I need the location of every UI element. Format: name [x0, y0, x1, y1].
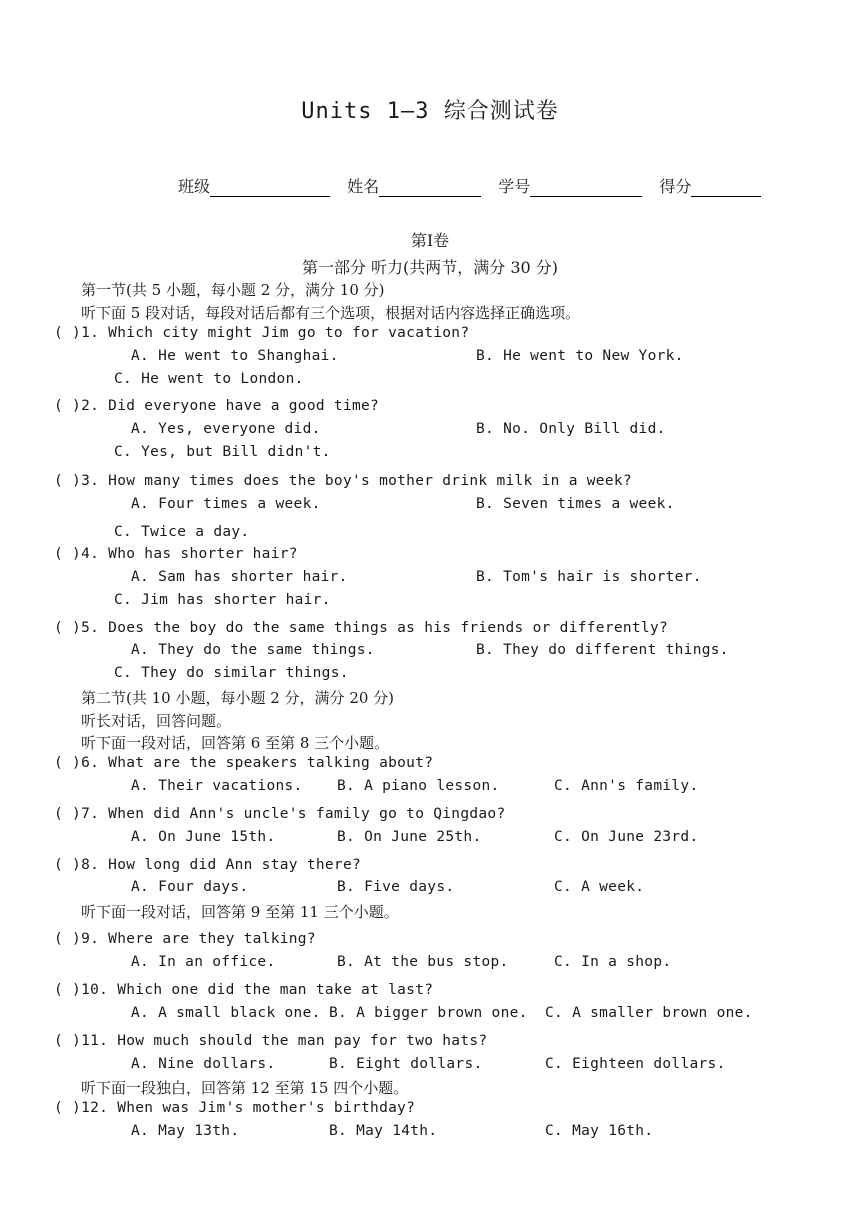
- section2-instruction: 听长对话，回答问题。: [81, 712, 232, 730]
- question-stem: ( )7. When did Ann's uncle's family go to Qingdao?: [54, 806, 506, 822]
- option-b: B. Eight dollars.: [329, 1056, 483, 1072]
- option-c: C. A smaller brown one.: [545, 1005, 753, 1021]
- name-blank: [379, 178, 481, 197]
- option-a: A. Four days.: [131, 879, 249, 895]
- option-a: A. He went to Shanghai.: [131, 348, 339, 364]
- question-stem: ( )8. How long did Ann stay there?: [54, 857, 362, 873]
- option-c: C. Jim has shorter hair.: [114, 592, 331, 608]
- question-stem: ( )5. Does the boy do the same things as his friends or differently?: [54, 620, 669, 636]
- score-label: 得分: [659, 177, 692, 196]
- dialog2-instruction: 听下面一段对话，回答第 9 至第 11 三个小题。: [81, 903, 399, 921]
- question-stem: ( )3. How many times does the boy's mother drink milk in a week?: [54, 473, 632, 489]
- number-blank: [530, 178, 642, 197]
- volume-heading: 第Ⅰ卷: [410, 231, 450, 250]
- section1-instruction: 听下面 5 段对话，每段对话后都有三个选项，根据对话内容选择正确选项。: [81, 304, 581, 322]
- option-c: C. Eighteen dollars.: [545, 1056, 726, 1072]
- page-title: Units 1—3 综合测试卷: [301, 99, 559, 124]
- option-b: B. May 14th.: [329, 1123, 438, 1139]
- section2-heading: 第二节(共 10 小题，每小题 2 分，满分 20 分): [81, 689, 395, 707]
- question-stem: ( )1. Which city might Jim go to for vacation?: [54, 325, 470, 341]
- option-a: A. A small black one.: [131, 1005, 321, 1021]
- option-b: B. At the bus stop.: [337, 954, 509, 970]
- option-a: A. May 13th.: [131, 1123, 240, 1139]
- option-c: C. Twice a day.: [114, 524, 250, 540]
- option-b: B. Seven times a week.: [476, 496, 675, 512]
- option-c: C. In a shop.: [554, 954, 672, 970]
- option-b: B. A bigger brown one.: [329, 1005, 528, 1021]
- option-c: C. He went to London.: [114, 371, 304, 387]
- option-c: C. Yes, but Bill didn't.: [114, 444, 331, 460]
- option-b: B. They do different things.: [476, 642, 729, 658]
- option-c: C. May 16th.: [545, 1123, 654, 1139]
- option-a: A. Yes, everyone did.: [131, 421, 321, 437]
- part-heading: 第一部分 听力(共两节，满分 30 分): [301, 258, 559, 277]
- question-stem: ( )12. When was Jim's mother's birthday?: [54, 1100, 416, 1116]
- option-a: A. Nine dollars.: [131, 1056, 276, 1072]
- option-a: A. In an office.: [131, 954, 276, 970]
- question-stem: ( )9. Where are they talking?: [54, 931, 316, 947]
- section1-heading: 第一节(共 5 小题，每小题 2 分，满分 10 分): [81, 281, 385, 299]
- score-blank: [691, 178, 761, 197]
- option-b: B. A piano lesson.: [337, 778, 500, 794]
- number-label: 学号: [498, 177, 531, 196]
- option-a: A. Four times a week.: [131, 496, 321, 512]
- option-c: C. A week.: [554, 879, 645, 895]
- option-b: B. No. Only Bill did.: [476, 421, 666, 437]
- option-b: B. On June 25th.: [337, 829, 482, 845]
- option-b: B. Five days.: [337, 879, 455, 895]
- name-label: 姓名: [347, 177, 380, 196]
- option-a: A. On June 15th.: [131, 829, 276, 845]
- option-b: B. He went to New York.: [476, 348, 684, 364]
- option-a: A. Sam has shorter hair.: [131, 569, 348, 585]
- monologue-instruction: 听下面一段独白，回答第 12 至第 15 四个小题。: [81, 1079, 409, 1097]
- class-blank: [210, 178, 330, 197]
- dialog1-instruction: 听下面一段对话，回答第 6 至第 8 三个小题。: [81, 734, 390, 752]
- question-stem: ( )6. What are the speakers talking about?: [54, 755, 434, 771]
- option-b: B. Tom's hair is shorter.: [476, 569, 702, 585]
- question-stem: ( )11. How much should the man pay for two hats?: [54, 1033, 488, 1049]
- option-c: C. On June 23rd.: [554, 829, 699, 845]
- student-info-row: [178, 174, 761, 197]
- question-stem: ( )10. Which one did the man take at last?: [54, 982, 434, 998]
- question-stem: ( )2. Did everyone have a good time?: [54, 398, 380, 414]
- class-label: 班级: [178, 177, 211, 196]
- option-c: C. They do similar things.: [114, 665, 349, 681]
- option-a: A. Their vacations.: [131, 778, 303, 794]
- option-c: C. Ann's family.: [554, 778, 699, 794]
- question-stem: ( )4. Who has shorter hair?: [54, 546, 298, 562]
- option-a: A. They do the same things.: [131, 642, 375, 658]
